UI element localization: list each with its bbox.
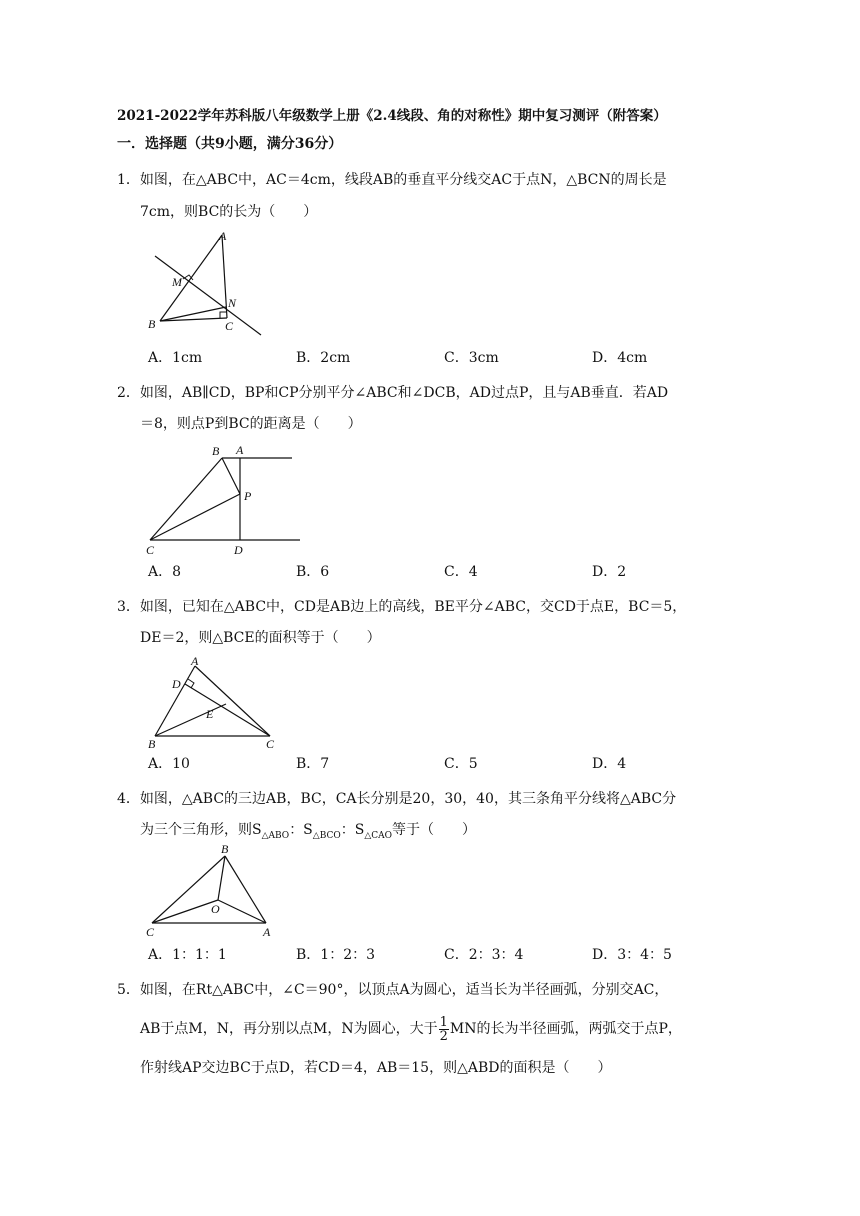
q1-label-b: B <box>148 317 156 331</box>
q3-label-e: E <box>206 707 214 721</box>
section-heading: 一．选择题（共9小题，满分36分） <box>117 136 343 152</box>
q4-option-b[interactable]: B．1：2：3 <box>296 947 376 963</box>
q4-text-line2: 为三个三角形，则$S_{\triangle ABO}$：$S_{\triangle BCO}$：$S_{\triangle CAO}$等于（ ） <box>140 822 477 841</box>
q1-option-a[interactable]: A．1cm <box>148 350 203 366</box>
page-title: 2021-2022学年苏科版八年级数学上册《2.4线段、角的对称性》期中复习测评（附答案） <box>117 108 667 124</box>
q1-option-d[interactable]: D．4cm <box>592 350 648 366</box>
q2-option-c[interactable]: C．4 <box>444 564 478 580</box>
q3-option-c[interactable]: C．5 <box>444 756 478 772</box>
q2-option-d[interactable]: D．2 <box>592 564 627 580</box>
q4-label-o: O <box>211 902 220 916</box>
q2-label-b: B <box>212 444 220 458</box>
q4-text-line1: 4．如图，△ABC的三边AB，BC，CA长分别是20，30，40，其三条角平分线将△ABC分 <box>117 791 677 807</box>
q4-option-c[interactable]: C．2：3：4 <box>444 947 524 963</box>
q3-label-b: B <box>148 737 156 751</box>
q2-option-a[interactable]: A．8 <box>148 564 182 580</box>
q3-option-b[interactable]: B．7 <box>296 756 330 772</box>
q2-figure <box>140 440 305 560</box>
q1-label-n: N <box>228 296 237 310</box>
q2-text-line1: 2．如图，AB∥CD，BP和CP分别平分∠ABC和∠DCB，AD过点P，且与AB垂直．若AD <box>117 385 669 401</box>
q2-label-a: A <box>236 443 244 457</box>
q1-text-line1: 1．如图，在△ABC中，AC＝4cm，线段AB的垂直平分线交AC于点N，△BCN的周长是 <box>117 172 667 188</box>
q2-label-p: P <box>244 489 252 503</box>
q1-option-c[interactable]: C．3cm <box>444 350 499 366</box>
q2-label-c: C <box>146 543 155 557</box>
q2-option-b[interactable]: B．6 <box>296 564 330 580</box>
q4-label-c: C <box>146 925 155 939</box>
q4-option-d[interactable]: D．3：4：5 <box>592 947 672 963</box>
one-half-fraction: $\frac{1}{2}$ <box>439 1014 448 1044</box>
q5-text-line2: AB于点M，N，再分别以点M，N为圆心，大于 $\frac{1}{2}$ MN的长为半径画弧，两弧交于点P， <box>140 1014 682 1044</box>
q4-label-b: B <box>221 842 229 856</box>
q2-text-line2: ＝8，则点P到BC的距离是（ ） <box>140 416 362 432</box>
q3-label-a: A <box>191 654 199 668</box>
q1-label-a: A <box>219 229 227 243</box>
q3-text-line2: DE＝2，则△BCE的面积等于（ ） <box>140 630 381 646</box>
q3-label-d: D <box>172 677 181 691</box>
q4-figure <box>140 842 275 940</box>
q1-label-m: M <box>172 275 182 289</box>
q2-label-d: D <box>234 543 243 557</box>
q1-label-c: C <box>225 319 234 333</box>
q3-option-d[interactable]: D．4 <box>592 756 627 772</box>
q3-label-c: C <box>266 737 275 751</box>
q3-figure <box>140 652 285 752</box>
q5-text-line3: 作射线AP交边BC于点D，若CD＝4，AB＝15，则△ABD的面积是（ ） <box>140 1060 612 1076</box>
q1-option-b[interactable]: B．2cm <box>296 350 351 366</box>
q1-figure <box>140 228 270 336</box>
q4-option-a[interactable]: A．1：1：1 <box>148 947 227 963</box>
q3-option-a[interactable]: A．10 <box>148 756 190 772</box>
q5-text-line1: 5．如图，在Rt△ABC中，∠C＝90°，以顶点A为圆心，适当长为半径画弧，分别交AC， <box>117 982 669 998</box>
q1-text-line2: 7cm，则BC的长为（ ） <box>140 204 318 220</box>
q3-text-line1: 3．如图，已知在△ABC中，CD是AB边上的高线，BE平分∠ABC，交CD于点E，BC＝5， <box>117 599 687 615</box>
q4-label-a: A <box>263 925 271 939</box>
